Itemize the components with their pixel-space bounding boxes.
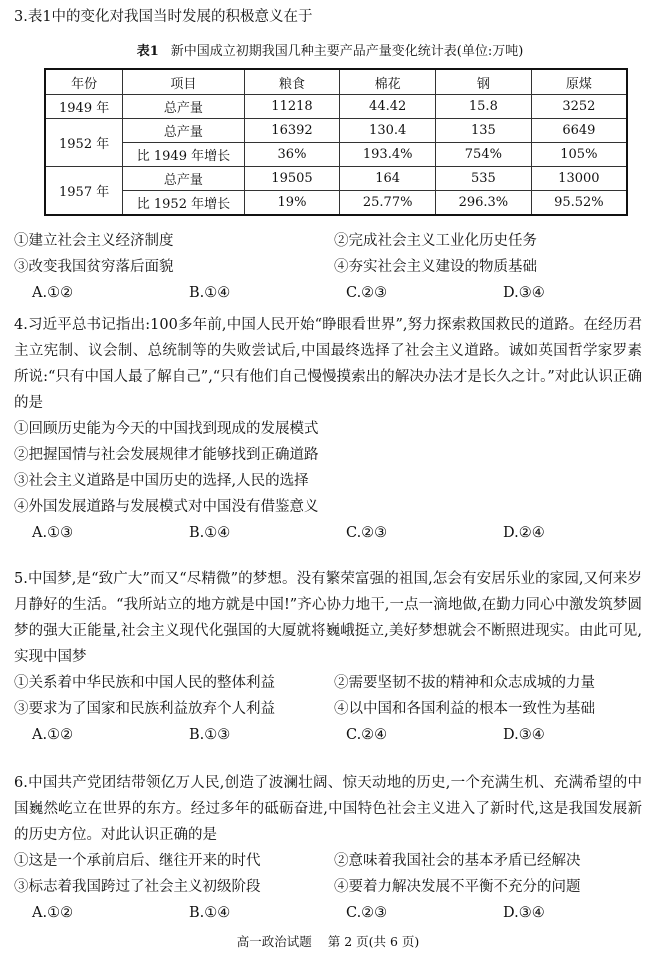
question-6 bbox=[14, 770, 642, 926]
table-cell: 296.3% bbox=[436, 191, 532, 216]
table-cell: 13000 bbox=[531, 167, 627, 191]
footer-subject: 高一政治试题 bbox=[236, 934, 312, 949]
table-cell: 164 bbox=[340, 167, 436, 191]
question-3-stem: 3.表1中的变化对我国当时发展的积极意义在于 bbox=[14, 9, 313, 25]
table-header-row bbox=[45, 69, 627, 95]
table-cell: 193.4% bbox=[340, 143, 436, 167]
option-item: ④要着力解决发展不平衡不充分的问题 bbox=[334, 879, 581, 895]
table-1-number: 表1 bbox=[136, 44, 159, 59]
choice-d[interactable]: D.③④ bbox=[503, 285, 545, 301]
table-cell: 535 bbox=[436, 167, 532, 191]
question-6-stem: 6.中国共产党团结带领亿万人民,创造了波澜壮阔、惊天动地的历史,一个充满生机、充满希望的中国巍然屹立在世界的东方。经过多年的砥砺奋进,中国特色社会主义进入了新时代,这是我国发展新的历史方位。对此认识正确的是 bbox=[14, 775, 642, 843]
question-3-options bbox=[14, 228, 642, 280]
year-cell: 1949 年 bbox=[45, 95, 123, 119]
table-header-cell: 项目 bbox=[123, 69, 244, 95]
question-6-options bbox=[14, 848, 642, 900]
question-5-options bbox=[14, 670, 642, 722]
option-item: ③标志着我国跨过了社会主义初级阶段 bbox=[14, 879, 261, 895]
choice-c[interactable]: C.②③ bbox=[346, 905, 388, 921]
table-cell: 36% bbox=[244, 143, 340, 167]
table-cell: 130.4 bbox=[340, 119, 436, 143]
question-4-options bbox=[14, 416, 642, 520]
option-item: ②完成社会主义工业化历史任务 bbox=[334, 233, 537, 249]
option-item: ③要求为了国家和民族利益放弃个人利益 bbox=[14, 701, 275, 717]
question-5-choices bbox=[14, 722, 642, 748]
option-item: ②意味着我国社会的基本矛盾已经解决 bbox=[334, 853, 581, 869]
question-4-stem: 4.习近平总书记指出:100多年前,中国人民开始“睁眼看世界”,努力探索救国救民的道路。在经历君主立宪制、议会制、总统制等的失败尝试后,中国最终选择了社会主义道路。诚如英国哲学家罗素所说:“只有中国人最了解自己”,“只有他们自己慢慢摸索出的解决办法才是长久之计。”对此认识正确的是 bbox=[14, 317, 642, 411]
table-cell: 44.42 bbox=[340, 95, 436, 119]
choice-a[interactable]: A.①② bbox=[32, 285, 74, 301]
table-row bbox=[45, 167, 627, 191]
choice-d[interactable]: D.②④ bbox=[503, 525, 545, 541]
table-header-cell: 原煤 bbox=[531, 69, 627, 95]
choice-c[interactable]: C.②③ bbox=[346, 285, 388, 301]
choice-b[interactable]: B.①④ bbox=[189, 905, 231, 921]
choice-a[interactable]: A.①② bbox=[32, 727, 74, 743]
question-4-choices bbox=[14, 520, 642, 546]
table-cell: 3252 bbox=[531, 95, 627, 119]
option-item: ④外国发展道路与发展模式对中国没有借鉴意义 bbox=[14, 499, 319, 515]
option-item: ③改变我国贫穷落后面貌 bbox=[14, 259, 174, 275]
table-header-cell: 棉花 bbox=[340, 69, 436, 95]
choice-d[interactable]: D.③④ bbox=[503, 727, 545, 743]
table-cell: 135 bbox=[436, 119, 532, 143]
table-1-title: 新中国成立初期我国几种主要产品产量变化统计表(单位:万吨) bbox=[170, 44, 524, 59]
option-item: ④夯实社会主义建设的物质基础 bbox=[334, 259, 537, 275]
choice-a[interactable]: A.①② bbox=[32, 905, 74, 921]
question-5 bbox=[14, 566, 642, 748]
footer-page-number: 第 2 页(共 6 页) bbox=[327, 934, 420, 949]
table-row bbox=[45, 119, 627, 143]
question-5-stem: 5.中国梦,是“致广大”而又“尽精微”的梦想。没有繁荣富强的祖国,怎会有安居乐业的家园,又何来岁月静好的生活。“我所站立的地方就是中国!”齐心协力地干,一点一滴地做,在勤力同心中激发筑梦圆梦的强大正能量,社会主义现代化强国的大厦就将巍峨挺立,美好梦想就会不断照进现实。由此可见,实现中国梦 bbox=[14, 571, 642, 665]
option-item: ①关系着中华民族和中国人民的整体利益 bbox=[14, 675, 275, 691]
question-3-choices bbox=[14, 280, 642, 306]
table-row bbox=[45, 191, 627, 216]
table-cell: 总产量 bbox=[123, 167, 244, 191]
choice-d[interactable]: D.③④ bbox=[503, 905, 545, 921]
option-item: ①建立社会主义经济制度 bbox=[14, 233, 174, 249]
table-cell: 95.52% bbox=[531, 191, 627, 216]
table-cell: 19% bbox=[244, 191, 340, 216]
option-item: ①这是一个承前启后、继往开来的时代 bbox=[14, 853, 261, 869]
option-item: ②需要坚韧不拔的精神和众志成城的力量 bbox=[334, 675, 595, 691]
table-cell: 比 1952 年增长 bbox=[123, 191, 244, 216]
table-cell: 16392 bbox=[244, 119, 340, 143]
option-item: ③社会主义道路是中国历史的选择,人民的选择 bbox=[14, 473, 309, 489]
table-cell: 6649 bbox=[531, 119, 627, 143]
year-cell: 1952 年 bbox=[45, 119, 123, 167]
choice-b[interactable]: B.①④ bbox=[189, 285, 231, 301]
page-footer bbox=[0, 932, 656, 950]
question-4 bbox=[14, 312, 642, 546]
question-3 bbox=[14, 4, 642, 30]
table-cell: 总产量 bbox=[123, 95, 244, 119]
table-cell: 25.77% bbox=[340, 191, 436, 216]
option-item: ②把握国情与社会发展规律才能够找到正确道路 bbox=[14, 447, 319, 463]
table-cell: 15.8 bbox=[436, 95, 532, 119]
choice-c[interactable]: C.②③ bbox=[346, 525, 388, 541]
choice-b[interactable]: B.①④ bbox=[189, 525, 231, 541]
production-table bbox=[44, 68, 628, 216]
year-cell: 1957 年 bbox=[45, 167, 123, 216]
choice-a[interactable]: A.①③ bbox=[32, 525, 74, 541]
table-cell: 总产量 bbox=[123, 119, 244, 143]
table-cell: 19505 bbox=[244, 167, 340, 191]
table-row bbox=[45, 143, 627, 167]
question-6-choices bbox=[14, 900, 642, 926]
choice-c[interactable]: C.②④ bbox=[346, 727, 388, 743]
table-cell: 比 1949 年增长 bbox=[123, 143, 244, 167]
table-1-caption bbox=[40, 42, 620, 62]
table-cell: 105% bbox=[531, 143, 627, 167]
table-header-cell: 粮食 bbox=[244, 69, 340, 95]
option-item: ④以中国和各国利益的根本一致性为基础 bbox=[334, 701, 595, 717]
table-header-cell: 钢 bbox=[436, 69, 532, 95]
table-header-cell: 年份 bbox=[45, 69, 123, 95]
table-cell: 754% bbox=[436, 143, 532, 167]
option-item: ①回顾历史能为今天的中国找到现成的发展模式 bbox=[14, 421, 319, 437]
choice-b[interactable]: B.①③ bbox=[189, 727, 231, 743]
table-row bbox=[45, 95, 627, 119]
table-cell: 11218 bbox=[244, 95, 340, 119]
question-3-answers bbox=[14, 228, 642, 306]
